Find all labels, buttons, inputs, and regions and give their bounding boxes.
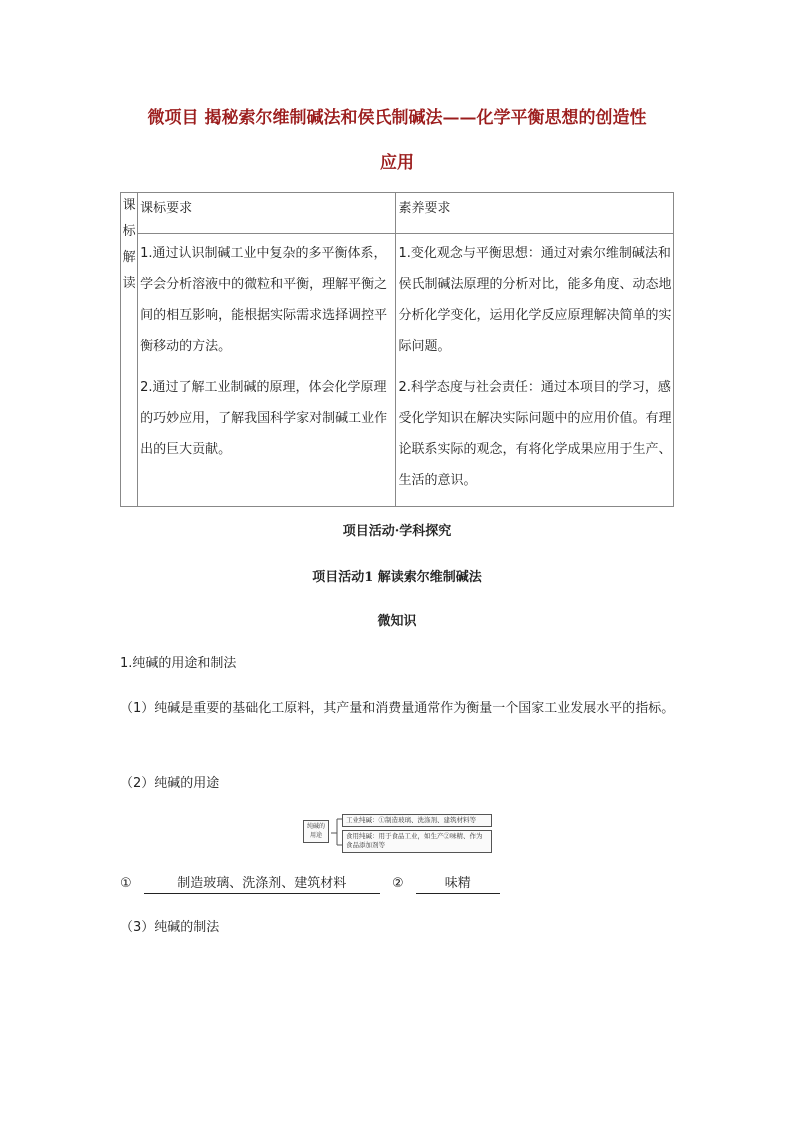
curriculum-item: 2.通过了解工业制碱的原理，体会化学原理的巧妙应用，了解我国科学家对制碱工业作出的巨大贡献。 [140, 380, 388, 457]
title-line-2: 应用 [380, 153, 414, 173]
diagram-industrial: 工业纯碱：①制造玻璃、洗涤剂、建筑材料等 [342, 814, 492, 827]
header-curriculum: 课标要求 [138, 193, 396, 234]
curriculum-cell [138, 234, 396, 507]
diagram-food: 食用纯碱：用于食品工业，如生产②味精、作为食品添加剂等 [342, 830, 492, 853]
literacy-item: 2.科学态度与社会责任：通过本项目的学习，感受化学知识在解决实际问题中的应用价值。有理论联系实际的观念，有将化学成果应用于生产、生活的意识。 [398, 380, 672, 488]
micro-knowledge-heading: 微知识 [377, 614, 417, 629]
table-row [121, 234, 674, 507]
table-header-row [121, 193, 674, 234]
header-literacy: 素养要求 [396, 193, 674, 234]
section-heading: 项目活动·学科探究 [342, 524, 452, 539]
side-char: 解 [122, 250, 136, 265]
literacy-cell [396, 234, 674, 507]
paragraph: （2）纯碱的用途 [120, 776, 220, 791]
side-char: 读 [122, 276, 136, 291]
side-char: 标 [122, 224, 136, 239]
side-label [121, 193, 138, 507]
title-line-1: 微项目 揭秘索尔维制碱法和侯氏制碱法——化学平衡思想的创造性 [147, 108, 647, 128]
answer-mark-1: ① [120, 876, 132, 891]
side-char: 课 [122, 198, 136, 213]
requirements-table [120, 192, 674, 507]
paragraph: （1）纯碱是重要的基础化工原料，其产量和消费量通常作为衡量一个国家工业发展水平的指标。 [120, 701, 675, 716]
uses-diagram [303, 812, 493, 854]
answer-blank-2: 味精 [416, 875, 500, 894]
page-title [110, 96, 684, 186]
answer-line [120, 872, 500, 896]
answer-blank-1: 制造玻璃、洗涤剂、建筑材料 [144, 875, 380, 894]
subsection-title: 1.纯碱的用途和制法 [120, 656, 237, 671]
answer-mark-2: ② [391, 876, 404, 891]
activity-heading: 项目活动1 解读索尔维制碱法 [312, 570, 482, 585]
literacy-item: 1.变化观念与平衡思想：通过对索尔维制碱法和侯氏制碱法原理的分析对比，能多角度、动态地分析化学变化，运用化学反应原理解决简单的实际问题。 [398, 246, 672, 354]
curriculum-item: 1.通过认识制碱工业中复杂的多平衡体系，学会分析溶液中的微粒和平衡，理解平衡之间的相互影响，能根据实际需求选择调控平衡移动的方法。 [140, 246, 388, 354]
diagram-root: 纯碱的用途 [303, 820, 329, 843]
paragraph: （3）纯碱的制法 [120, 920, 220, 935]
